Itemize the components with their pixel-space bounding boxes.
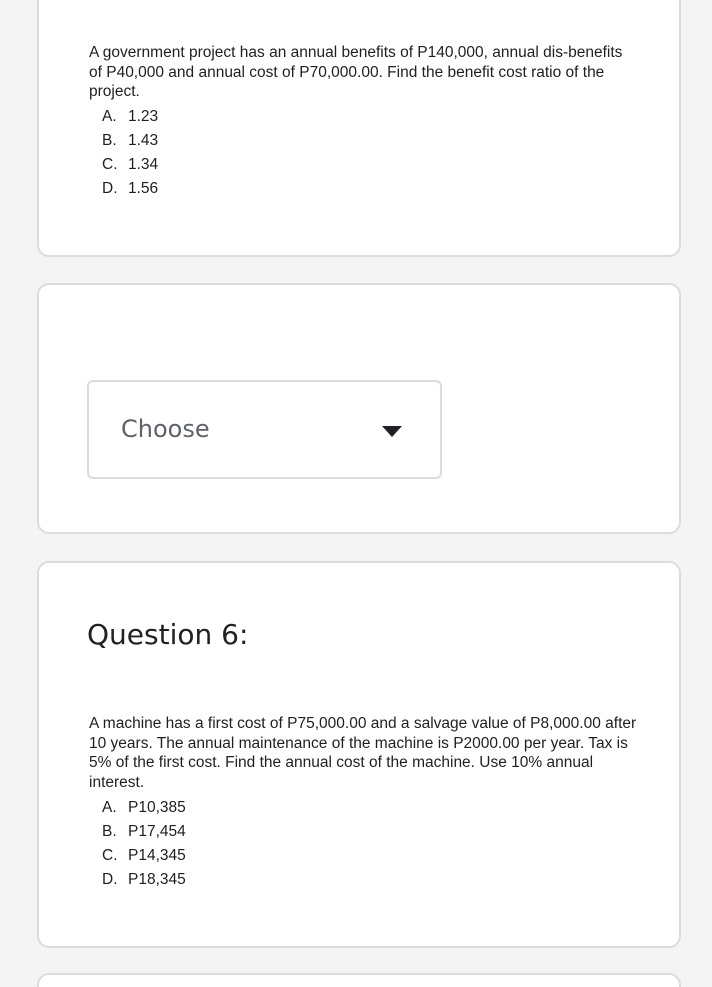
answer-option	[102, 844, 186, 868]
option-letter: C.	[102, 847, 118, 864]
select-placeholder: Choose	[121, 415, 210, 443]
option-value: 1.23	[128, 108, 159, 125]
answer-select-dropdown[interactable]	[87, 380, 442, 479]
answer-option	[102, 796, 186, 820]
option-letter: A.	[102, 799, 117, 816]
option-value: P14,345	[128, 847, 186, 864]
option-value: 1.34	[128, 156, 159, 173]
chevron-down-icon	[382, 426, 402, 437]
option-letter: D.	[102, 871, 118, 888]
answer-option	[102, 153, 158, 177]
next-question-card	[37, 973, 681, 987]
answer-option	[102, 177, 158, 201]
answer-option	[102, 868, 186, 892]
option-value: 1.43	[128, 132, 159, 149]
option-letter: A.	[102, 108, 117, 125]
answer-options-list	[102, 105, 158, 201]
option-letter: B.	[102, 823, 117, 840]
answer-option	[102, 129, 158, 153]
option-letter: B.	[102, 132, 117, 149]
question-heading: Question 6:	[87, 618, 249, 651]
question-card	[37, 561, 681, 948]
answer-option	[102, 105, 158, 129]
option-value: P17,454	[128, 823, 186, 840]
option-letter: C.	[102, 156, 118, 173]
answer-card	[37, 283, 681, 534]
option-value: 1.56	[128, 180, 159, 197]
question-text: A machine has a first cost of P75,000.00 and a salvage value of P8,000.00 after 10 years. The annual maintenance of the machine is P2000.00 per year. Tax is 5% of the first cost. Find the annual cost of the machine. Use 10% annual interest.	[89, 715, 637, 791]
question-text: A government project has an annual benefits of P140,000, annual dis-benefits of P40,000 and annual cost of P70,000.00. Find the benefit cost ratio of the project.	[89, 44, 623, 100]
option-value: P18,345	[128, 871, 186, 888]
answer-option	[102, 820, 186, 844]
option-letter: D.	[102, 180, 118, 197]
answer-options-list	[102, 796, 186, 892]
option-value: P10,385	[128, 799, 186, 816]
question-card	[37, 0, 681, 257]
